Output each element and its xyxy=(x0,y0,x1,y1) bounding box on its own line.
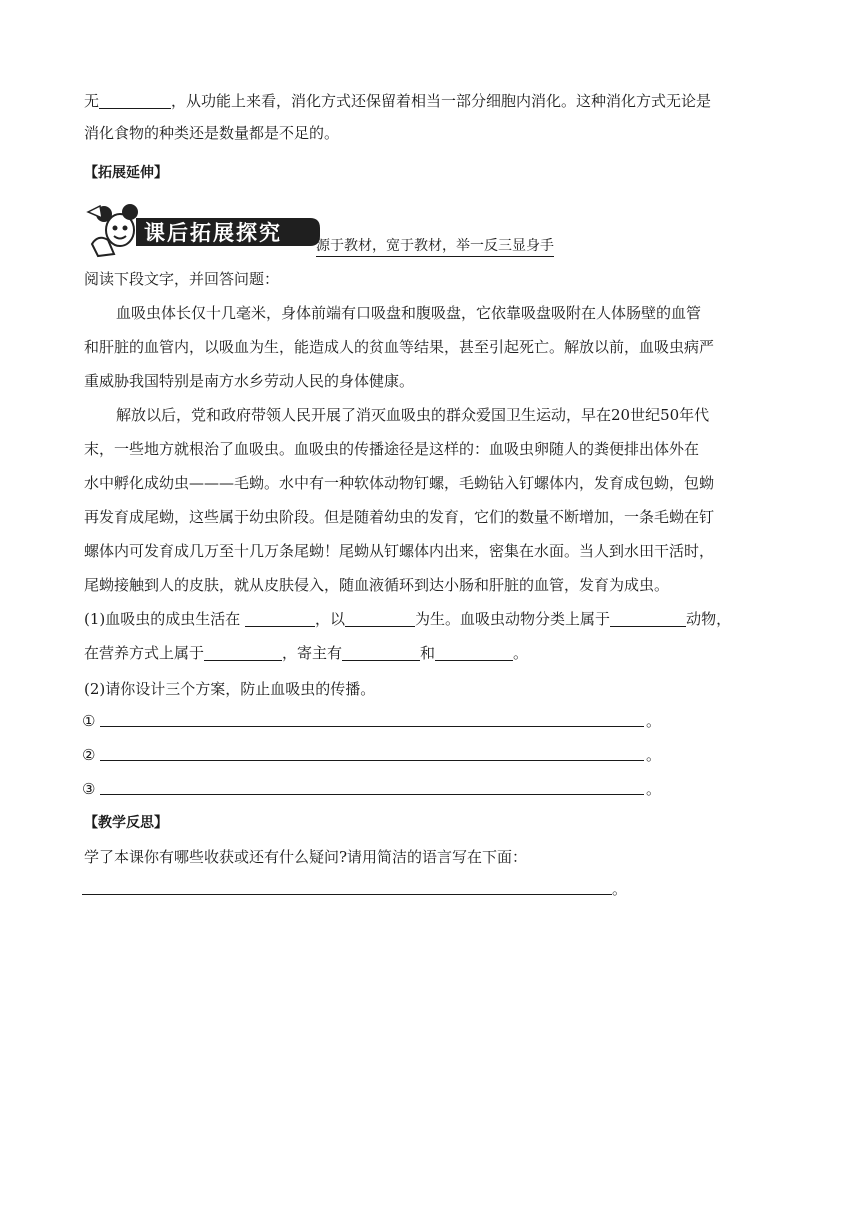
q1-text: ，寄主有 xyxy=(282,644,343,662)
passage-p1-line: 重威胁我国特别是南方水乡劳动人民的身体健康。 xyxy=(84,372,415,390)
instruction: 阅读下段文字，并回答问题： xyxy=(84,270,280,288)
answer-end-1: 。 xyxy=(646,712,662,730)
answer-marker-2: ② xyxy=(82,746,96,764)
passage-p1-line: 血吸虫体长仅十几毫米，身体前端有口吸盘和腹吸盘，它依靠吸盘吸附在人体肠壁的血管 xyxy=(116,304,702,322)
answer-blank[interactable] xyxy=(99,92,171,109)
answer-end-3: 。 xyxy=(646,780,662,798)
reflect-prompt: 学了本课你有哪些收获或还有什么疑问?请用简洁的语言写在下面： xyxy=(84,848,528,866)
passage-p2-line: 螺体内可发育成几万至十几万条尾蚴！尾蚴从钉螺体内出来，密集在水面。当人到水田干活时， xyxy=(84,542,715,560)
answer-marker-1: ① xyxy=(82,712,96,730)
q1-text: 在营养方式上属于 xyxy=(84,644,205,662)
answer-blank[interactable] xyxy=(245,610,315,627)
q1-text: 动物， xyxy=(686,610,732,628)
banner-tagline: 源于教材，宽于教材，举一反三显身手 xyxy=(316,236,554,257)
reflect-end: 。 xyxy=(612,880,628,898)
q1-text: (1)血吸虫的成虫生活在 xyxy=(84,610,241,628)
intro-line1-prefix: 无 xyxy=(84,92,100,110)
answer-line-1[interactable] xyxy=(100,726,644,727)
answer-blank[interactable] xyxy=(435,644,513,661)
answer-blank[interactable] xyxy=(204,644,282,661)
passage-p2-line: 解放以后，党和政府带领人民开展了消灭血吸虫的群众爱国卫生运动，早在20世纪50年代 xyxy=(116,406,710,424)
answer-blank[interactable] xyxy=(342,644,420,661)
question-1-line-1 xyxy=(84,608,731,630)
q1-text: 和 xyxy=(420,644,436,662)
reflect-answer-line[interactable] xyxy=(82,894,612,895)
mascot-icon xyxy=(88,204,138,256)
question-1-line-2 xyxy=(84,642,528,664)
q1-text: ，以 xyxy=(315,610,346,628)
answer-blank[interactable] xyxy=(345,610,415,627)
answer-line-3[interactable] xyxy=(100,794,644,795)
intro-line-1 xyxy=(84,90,711,112)
passage-p2-line: 末，一些地方就根治了血吸虫。血吸虫的传播途径是这样的：血吸虫卵随人的粪便排出体外在 xyxy=(84,440,700,458)
passage-p1-line: 和肝脏的血管内，以吸血为生，能造成人的贫血等结果，甚至引起死亡。解放以前，血吸虫病严 xyxy=(84,338,715,356)
section-heading-extend: 【拓展延伸】 xyxy=(84,165,168,181)
passage-p2-line: 水中孵化成幼虫———毛蚴。水中有一种软体动物钉螺，毛蚴钻入钉螺体内，发育成包蚴，包蚴 xyxy=(84,474,715,492)
section-heading-reflect: 【教学反思】 xyxy=(84,815,168,831)
banner-title: 课后拓展探究 xyxy=(144,221,282,245)
q1-text: 。 xyxy=(513,644,529,662)
q1-text: 为生。血吸虫动物分类上属于 xyxy=(415,610,611,628)
answer-end-2: 。 xyxy=(646,746,662,764)
intro-line-2: 消化食物的种类还是数量都是不足的。 xyxy=(84,124,340,142)
passage-p2-line: 再发育成尾蚴，这些属于幼虫阶段。但是随着幼虫的发育，它们的数量不断增加，一条毛蚴在钉 xyxy=(84,508,715,526)
question-2: (2)请你设计三个方案，防止血吸虫的传播。 xyxy=(84,680,376,698)
answer-line-2[interactable] xyxy=(100,760,644,761)
answer-blank[interactable] xyxy=(610,610,686,627)
answer-marker-3: ③ xyxy=(82,780,96,798)
passage-p2-line: 尾蚴接触到人的皮肤，就从皮肤侵入，随血液循环到达小肠和肝脏的血管，发育为成虫。 xyxy=(84,576,670,594)
intro-line1-suffix: ，从功能上来看，消化方式还保留着相当一部分细胞内消化。这种消化方式无论是 xyxy=(171,92,712,110)
